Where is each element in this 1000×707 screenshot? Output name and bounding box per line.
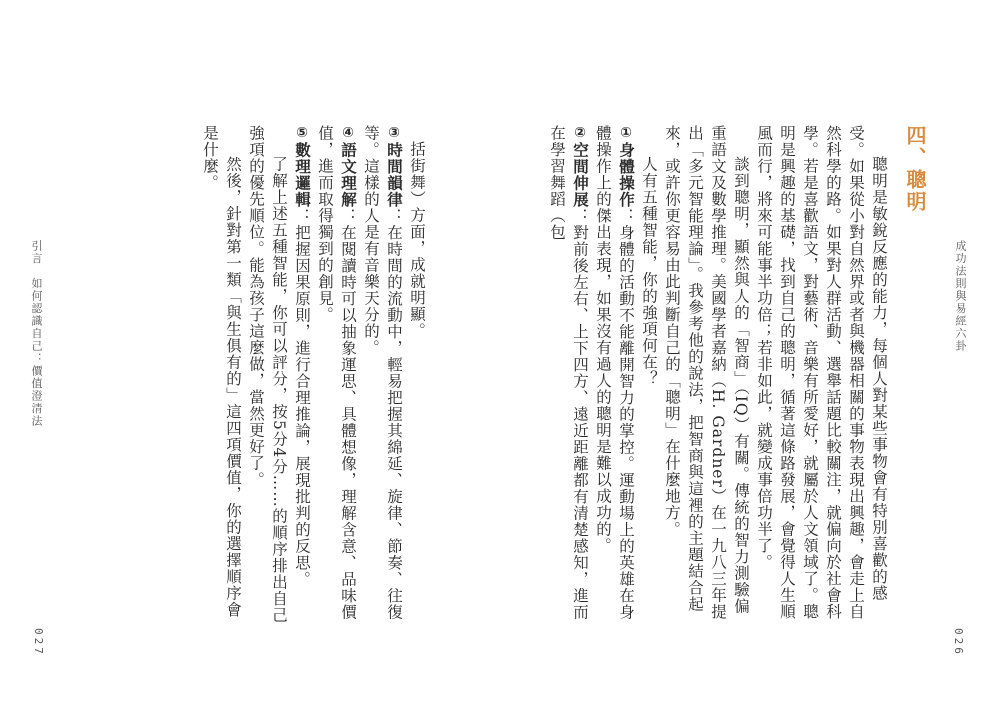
paragraph: 聰明是敏銳反應的能力，每個人對某些事物會有特別喜歡的感受。如果從小對自然界或者與機器相關的事物表現出興趣，會走上自然科學的路。如果對人群活動、選舉話題比較關注，就偏向於社會科學。若是喜歡語文，對藝術、音樂有所愛好，就屬於人文領域了。聰明是興趣的基礎，找到自己的聰明，循著這條路發展，會覺得人生順風而行，將來可能事半功倍；若非如此，就變成事倍功半了。 bbox=[755, 125, 888, 620]
item-text: ：對前後左右、上下四方、遠近距離都有清楚感知，進而在學習舞蹈（包 bbox=[548, 125, 589, 621]
list-item bbox=[545, 125, 591, 625]
paragraph: 然後，針對第一類「與生俱有的」這四項價值，你的選擇順序會是什麼。 bbox=[201, 125, 242, 618]
item-number: ⑤ bbox=[294, 125, 310, 142]
paragraph: 談到聰明，顯然與人的「智商」（IQ）有關。傳統的智力測驗偏重語文及數學推理。美國學者嘉納（H. Gardner）在一九八三年提出「多元智能理論」。我參考他的說法，把智商與這裡的主題結合起來，或許你更容易由此判斷自己的「聰明」在什麼地方。 bbox=[663, 125, 750, 620]
paragraph: 了解上述五種智能，你可以評分，按5分4分……的順序排出自己強項的優先順位。能為孩子這麼做，當然更好了。 bbox=[247, 125, 288, 624]
list-item bbox=[591, 125, 637, 625]
running-head: 成功法則與易經六卦 bbox=[954, 240, 967, 353]
item-term: 數理邏輯 bbox=[293, 142, 311, 208]
item-text: ：在時間的流動中，輕易把握其綿延、旋律、節奏、往復等。這樣的人是有音樂天分的。 bbox=[362, 125, 403, 621]
list-item bbox=[290, 125, 313, 625]
item-number: ② bbox=[572, 125, 588, 142]
item-term: 空間伸展 bbox=[571, 142, 589, 208]
right-page-body bbox=[545, 125, 890, 625]
item-term: 身體操作 bbox=[617, 142, 635, 208]
right-page bbox=[500, 0, 1000, 707]
item-term: 時間韻律 bbox=[385, 142, 403, 208]
list-item bbox=[359, 125, 405, 625]
item-text: ：在閱讀時可以抽象運思、具體想像，理解含意、品味價值，進而取得獨到的創見。 bbox=[316, 125, 357, 621]
list-item bbox=[313, 125, 359, 625]
item-number: ③ bbox=[386, 125, 402, 142]
item-term: 語文理解 bbox=[339, 142, 357, 208]
running-head: 引言 如何認識自己：價值澄清法 bbox=[30, 240, 43, 428]
continuation-text: 括街舞）方面，成就明顯。 bbox=[408, 140, 426, 339]
section-heading: 四、聰明 bbox=[903, 125, 927, 213]
paragraph: 人有五種智能，你的強項何在？ bbox=[640, 156, 658, 387]
item-text: ：身體的活動不能離開智力的掌控。運動場上的英雄在身體操作上的傑出表現，如果沒有過人的聰明是難以成功的。 bbox=[594, 125, 635, 621]
left-page-body bbox=[198, 125, 428, 625]
page-number: 026 bbox=[952, 628, 965, 657]
item-number: ① bbox=[618, 125, 634, 142]
item-text: ：把握因果原則，進行合理推論，展現批判的反思。 bbox=[293, 208, 311, 588]
item-number: ④ bbox=[340, 125, 356, 142]
page-number: 027 bbox=[32, 628, 45, 657]
